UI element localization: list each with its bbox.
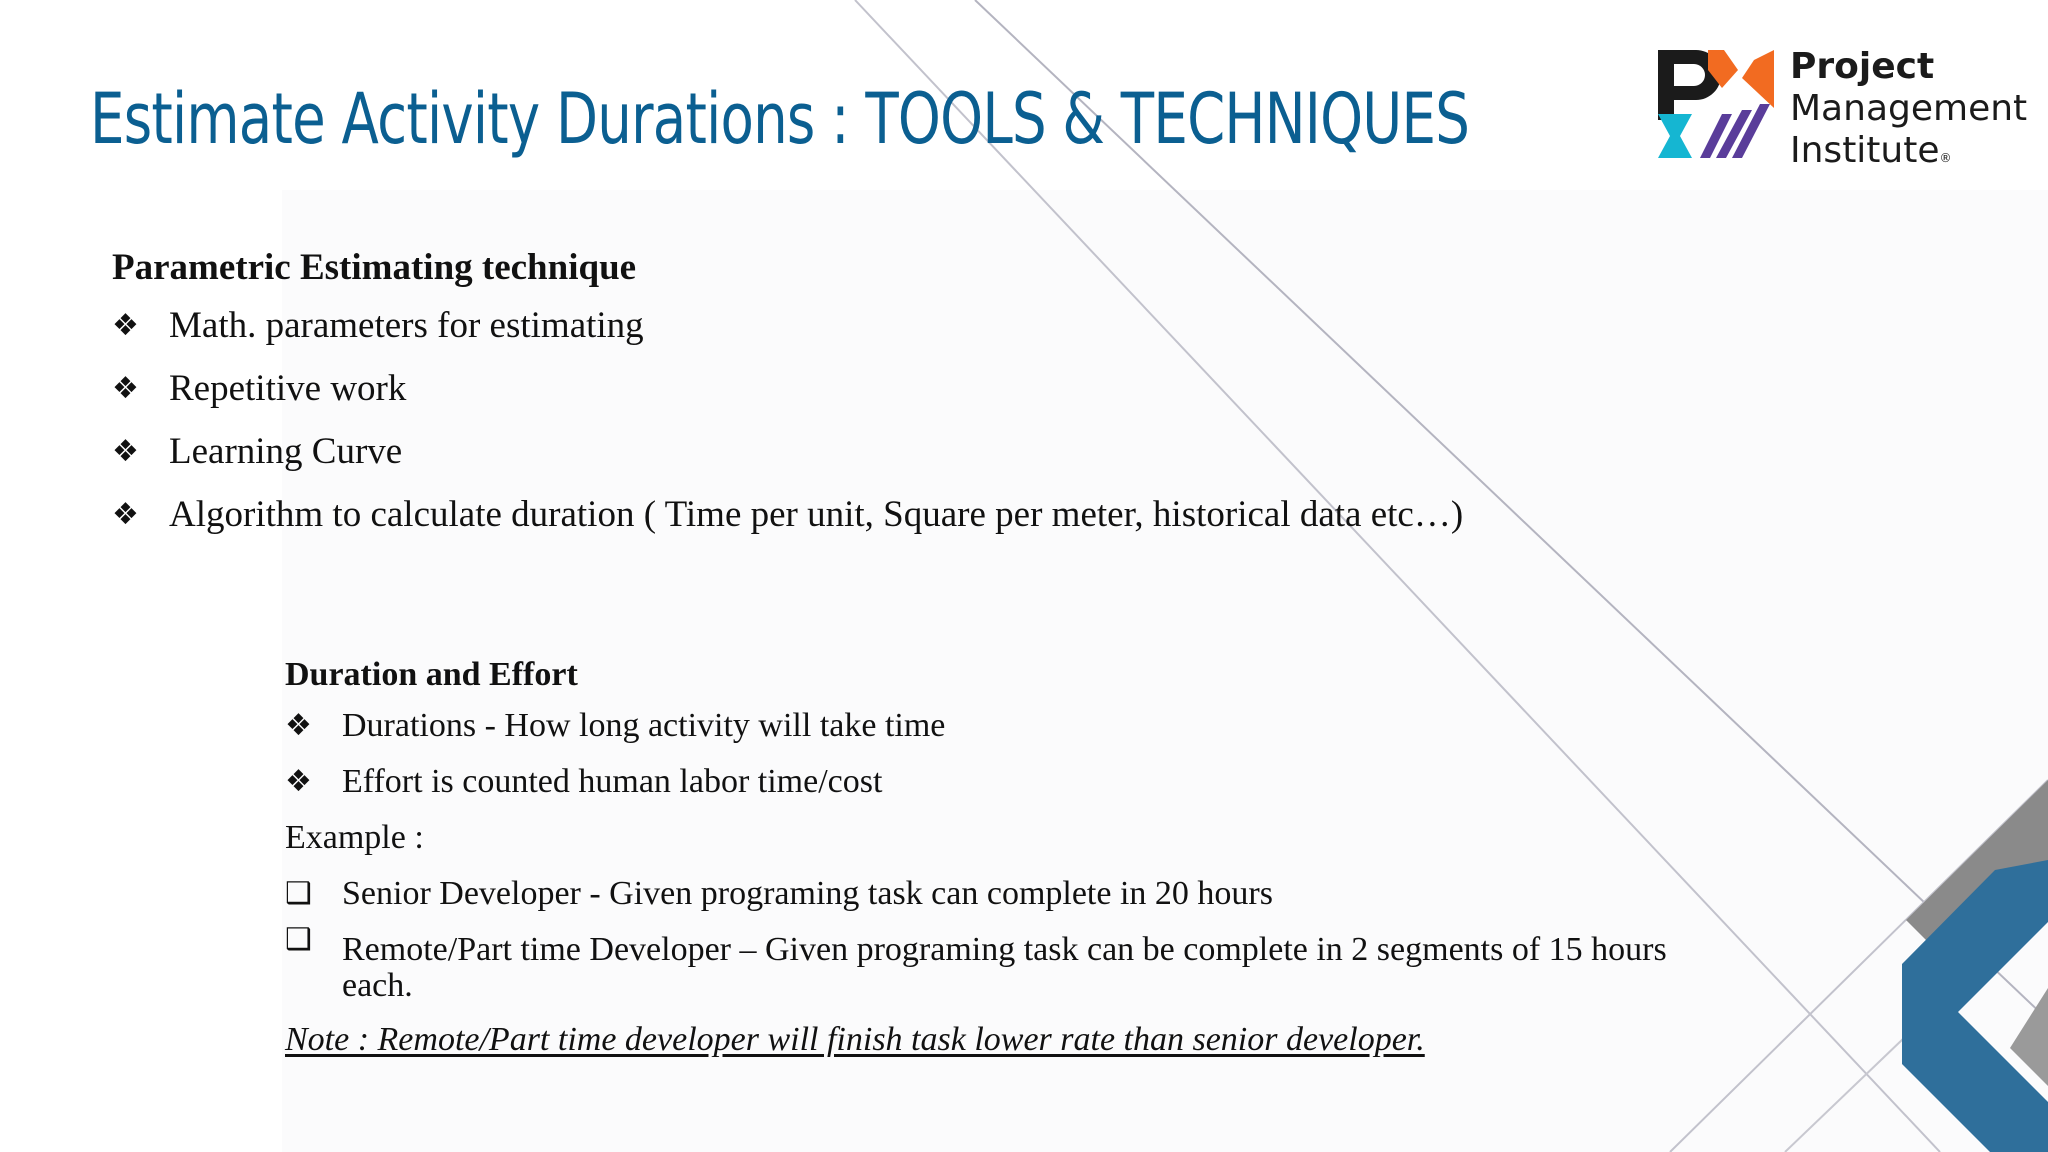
logo-line-institute: Institute [1790, 130, 1940, 171]
parametric-estimating-section [112, 242, 1463, 546]
diamond-cluster-bullet-icon: ❖ [112, 371, 139, 406]
list-item-text: Algorithm to calculate duration ( Time per unit, Square per meter, historical data etc…) [169, 494, 1464, 535]
list-item-text: Learning Curve [169, 431, 403, 472]
list-item [112, 483, 1463, 546]
duration-effort-section [285, 652, 1712, 1068]
checkbox-bullet-icon: ❑ [285, 876, 312, 911]
bullet-list [112, 294, 1463, 546]
list-item [285, 754, 1712, 810]
list-item-text: Repetitive work [169, 368, 407, 409]
example-item-text: Remote/Part time Developer – Given programing task can be complete in 2 segments of 15 hours each. [342, 931, 1667, 1004]
bullet-list [285, 698, 1712, 810]
example-label: Example : [285, 819, 424, 856]
section-heading: Duration and Effort [285, 656, 578, 693]
slide-title: Estimate Activity Durations : TOOLS & TECHNIQUES [90, 78, 1470, 160]
pmi-logo-mark-icon [1656, 48, 1776, 162]
registered-mark: ® [1939, 151, 1952, 165]
diamond-cluster-bullet-icon: ❖ [112, 434, 139, 469]
diamond-cluster-bullet-icon: ❖ [112, 497, 139, 532]
note-text: Note : Remote/Part time developer will finish task lower rate than senior developer. [285, 1021, 1425, 1058]
example-list [285, 866, 1712, 1012]
checkbox-bullet-icon: ❑ [285, 922, 312, 957]
list-item [112, 420, 1463, 483]
example-item [285, 922, 1712, 1012]
list-item-text: Math. parameters for estimating [169, 305, 644, 346]
diamond-cluster-bullet-icon: ❖ [112, 308, 139, 343]
pmi-logo-text [1790, 46, 2027, 179]
example-item [285, 866, 1712, 922]
example-item-text: Senior Developer - Given programing task can complete in 20 hours [342, 875, 1273, 912]
list-item [112, 294, 1463, 357]
pmi-logo [1656, 46, 2036, 171]
list-item-text: Durations - How long activity will take time [342, 707, 946, 744]
list-item [112, 357, 1463, 420]
diamond-cluster-bullet-icon: ❖ [285, 764, 312, 799]
list-item [285, 698, 1712, 754]
logo-line-management: Management [1790, 88, 2028, 129]
logo-line-project: Project [1790, 46, 1935, 87]
logo-line-institute-wrap [1790, 130, 2027, 179]
list-item-text: Effort is counted human labor time/cost [342, 763, 883, 800]
diamond-cluster-bullet-icon: ❖ [285, 708, 312, 743]
section-heading: Parametric Estimating technique [112, 247, 637, 288]
